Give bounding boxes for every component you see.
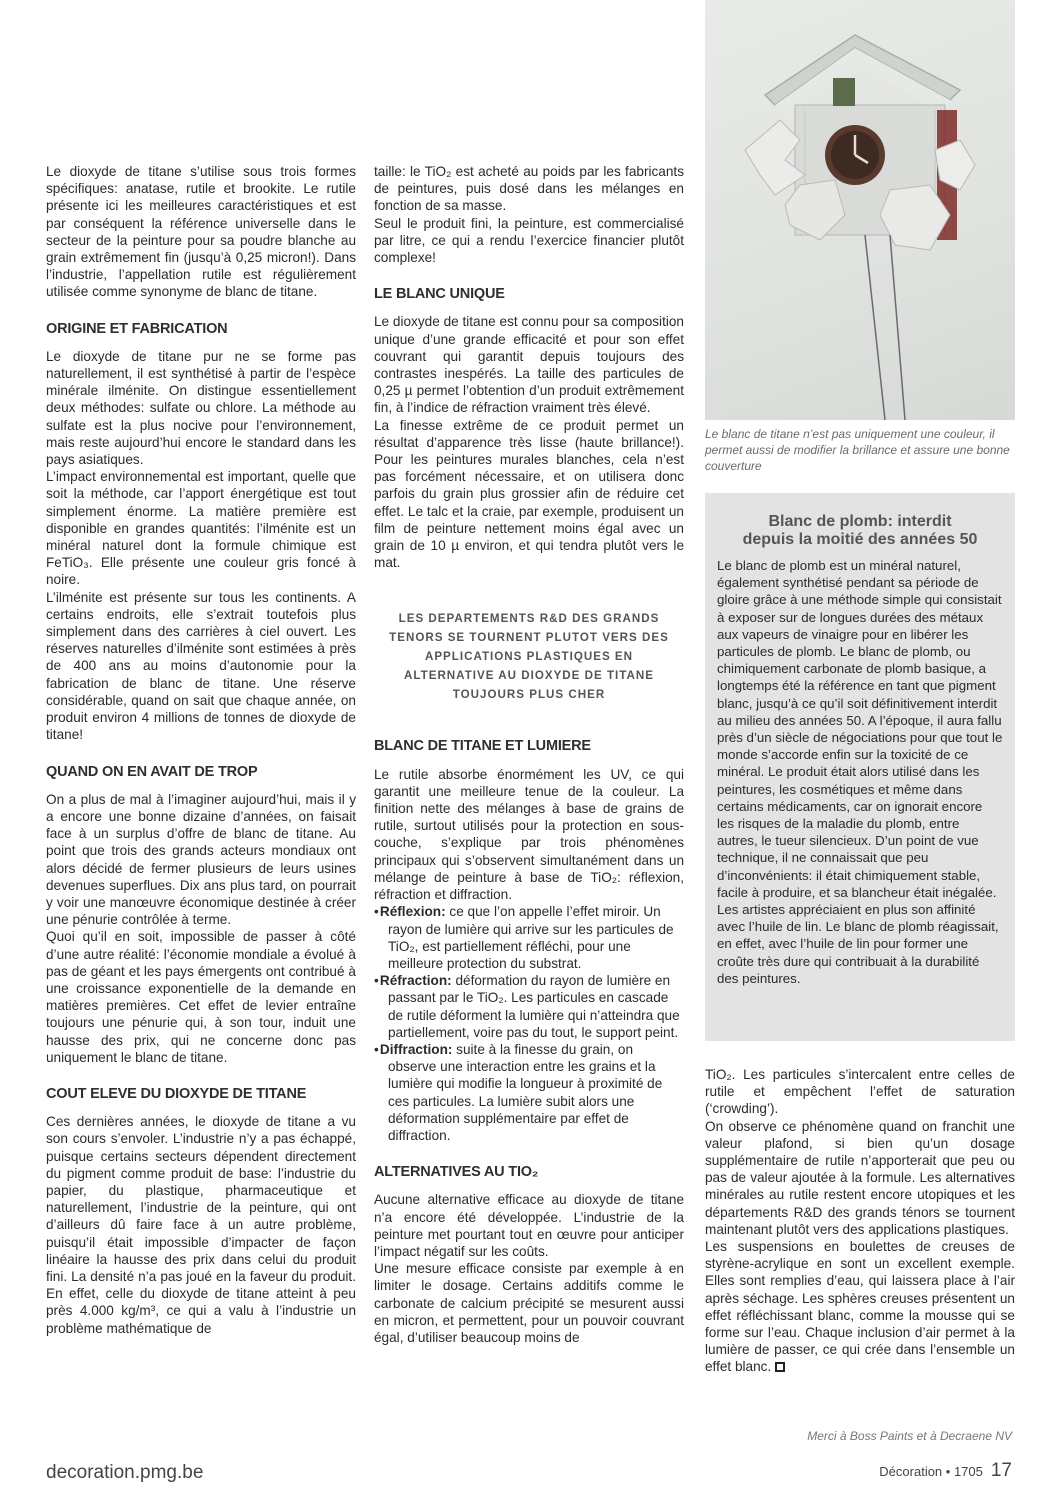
- paragraph: Ces dernières années, le dioxyde de titane a vu son cours s’envoler. L’industrie n’y a pas échappé, puisque certains secteurs dépendent directement du pigment comme produit de base: l’industrie du papier, du plastique, pharmaceutique et naturellement, l’industrie de la peinture, qui ont d’ailleurs dû faire face à un autre problème, puisqu’il était impossible d’impacter de façon linéaire la hausse des prix dans celui du produit fini. La densité n’a pas joué en la faveur du produit. En effet, celle du dioxyde de titane atteint à peu près 4.000 kg/m³, ce qui a valu à l’industrie un problème mathématique de: [46, 1114, 356, 1336]
- section-heading: BLANC DE TITANE ET LUMIERE: [374, 738, 591, 755]
- bullet-term: Diffraction:: [379, 1041, 453, 1057]
- bullet-term: Réfraction:: [379, 973, 452, 989]
- page-number: 17: [990, 1460, 1012, 1481]
- paragraph: L’ilménite est présente sur tous les continents. A certains endroits, elle s’extrait toutefois plus simplement dans des carrières à ciel ouvert. Les réserves naturelles d’ilménite sont estimées à près de 400 ans au moins d’autonomie pour la fabrication de blanc de titane. Une réserve considérable, quand on sait que chaque année, on produit environ 4 millions de tonnes de dioxyde de titane!: [46, 589, 356, 743]
- paragraph: La finesse extrême de ce produit permet un résultat d’apparence très lisse (haute brillance!). Pour les peintures murales blanches, cela n’est pas forcément nécessaire, et on utilisera donc parfois du grain plus grossier afin de réduire cet effet. Le talc et la craie, par exemple, produisent un film de peinture nettement moins égal avec un grain de 10 µ environ, et qui tendra plutôt vers le mat.: [374, 417, 684, 571]
- paragraph: taille: le TiO₂ est acheté au poids par les fabricants de peintures, puis dosé dans les mélanges en fonction de sa masse.: [374, 164, 684, 214]
- pull-quote: LES DEPARTEMENTS R&D DES GRANDS TENORS SE TOURNENT PLUTOT VERS DES APPLICATIONS PLASTIQUES EN ALTERNATIVE AU DIOXYDE DE TITANE TOUJOURS PLUS CHER: [389, 612, 669, 702]
- section-heading: ORIGINE ET FABRICATION: [46, 320, 228, 337]
- bullet-item: • Diffraction: suite à la finesse du grain, on observe une interaction entre les grains et la lumière qui modifie la longueur à proximité de ces particules. La lumière subit alors une déformation supplémentaire par effet de diffraction.: [374, 1041, 663, 1143]
- paragraph: Seul le produit fini, la peinture, est commercialisé par litre, ce qui a rendu l’exercice financier plutôt complexe!: [374, 215, 684, 266]
- section-heading: COUT ELEVE DU DIOXYDE DE TITANE: [46, 1085, 307, 1102]
- section-heading: ALTERNATIVES AU TIO₂: [374, 1164, 539, 1181]
- bullet-term: Réflexion:: [379, 904, 446, 920]
- footer-website: decoration.pmg.be: [46, 1462, 204, 1483]
- bullet-text: déformation du rayon de lumière en passant par le TiO₂. Les particules en cascade de rutile déforment la lumière qui n’atteindra que partiellement, voire pas du tout, le support peint.: [388, 973, 680, 1040]
- bullet-text: suite à la finesse du grain, on observe une interaction entre les grains et la lumière qui modifie la longueur à proximité de ces particules. La lumière subit alors une déformation supplémentaire par effet de diffraction.: [388, 1041, 663, 1143]
- paragraph: Le dioxyde de titane s’utilise sous trois formes spécifiques: anatase, rutile et brookite. Le rutile présente ici les meilleures caractéristiques et est par conséquent la référence universelle dans le secteur de la peinture pour sa poudre blanche au grain extrêmement fin (jusqu’à 0,25 micron!). Dans l’industrie, l’appellation rutile est régulièrement utilisée comme synonyme de blanc de titane.: [46, 164, 356, 300]
- sidebar-box: [705, 493, 1015, 1041]
- end-mark-icon: [775, 1362, 785, 1372]
- acknowledgement: Merci à Boss Paints et à Decraene NV: [807, 1429, 1012, 1443]
- bullet-item: • Réflexion: ce que l’on appelle l’effet miroir. Un rayon de lumière qui arrive sur les particules de TiO₂, est partiellement réfléchi, pour une meilleure protection du substrat.: [374, 904, 674, 971]
- box-title: Blanc de plomb: interdit depuis la moitié des années 50: [742, 513, 978, 548]
- cuckoo-clock-icon: [705, 0, 1015, 420]
- paragraph: L’impact environnemental est important, quelle que soit la méthode, car l’apport énergétique est tout simplement énorme. La matière première est disponible en grandes quantités: l’ilménite est un minéral naturel dont la formule chimique est FeTiO₃. Elle présente une couleur gris foncé à noire.: [46, 469, 356, 588]
- paragraph: Quoi qu’il en soit, impossible de passer à côté d’une autre réalité: l’économie mondiale a évolué à pas de géant et les pays émergents ont contribué à une croissance exponentielle de la demande en matières premières. Cet effet de levier entraîne toujours une pénurie qui, à son tour, induit une hausse des prix, qui ne concerne donc pas uniquement le blanc de titane.: [46, 929, 356, 1065]
- section-heading: QUAND ON EN AVAIT DE TROP: [46, 763, 258, 780]
- box-body: Le blanc de plomb est un minéral naturel, également synthétisé pendant sa période de gloire grâce à une méthode simple qui consistait à exposer sur de longues durées des métaux aux vapeurs de vinaigre pour en libérer les particules de plomb. Le blanc de plomb, ou chimiquement carbonate de plomb basique, a longtemps été la référence en tant que pigment blanc, jusqu’à ce qu’il soit définitivement interdit au milieu des années 50. A l’époque, il aura fallu près d’un siècle de négociations pour que tout le monde s’accorde enfin sur la toxicité de ce minéral. Le produit était alors utilisé dans les peintures, les cosmétiques et même dans certains médicaments, car on ignorait encore les risques de la maladie du plomb, entre autres, le tueur silencieux. D’un point de vue technique, il ne connaissait que peu d’inconvénients: il était chimiquement stable, facile à produire, et sa blancheur était inégalée. Les artistes appréciaient en plus son affinité avec l’huile de lin. Le blanc de plomb réagissait, en effet, avec l’huile de lin pour former une croûte très dure qui contribuait à la durabilité des peintures.: [717, 558, 1003, 986]
- paragraph: Le dioxyde de titane pur ne se forme pas naturellement, il est synthétisé à partir de l’espèce minérale ilménite. On distingue essentiellement deux méthodes: sulfate ou chlore. La méthode au sulfate est la plus nocive pour l’environnement, mais reste aujourd’hui encore le standard dans les pays asiatiques.: [46, 348, 356, 468]
- magazine-issue: Décoration • 1705: [879, 1464, 983, 1479]
- paragraph: TiO₂. Les particules s’intercalent entre celles de rutile et empêchent l’effet de saturation (‘crowding’).: [705, 1067, 1015, 1117]
- paragraph: On a plus de mal à l’imaginer aujourd’hui, mais il y a encore une bonne dizaine d’années, on faisait face à un surplus d’offre de blanc de titane. Au point que trois des grands acteurs mondiaux ont alors décidé de fermer plusieurs de leurs usines devenues superflues. Dix ans plus tard, on pourrait y voir une manœuvre économique destinée à créer une pénurie contrôlée à terme.: [46, 791, 356, 928]
- paragraph: Aucune alternative efficace au dioxyde de titane n’a encore été développée. L’industrie de la peinture met pourtant tout en œuvre pour anticiper l’impact négatif sur les coûts.: [374, 1192, 684, 1259]
- article-column-1: [46, 163, 356, 1337]
- cuckoo-clock-photo: [705, 0, 1015, 420]
- paragraph: Les suspensions en boulettes de creuses de styrène-acrylique en sont un excellent exemple. Elles sont remplies d’eau, qui laissera place à l’air après séchage. Les sphères creuses présentent un effet réfléchissant blanc, comme la mousse qui se forme sur l’eau. Chaque inclusion d’air permet à la lumière de passer, ce qui crée dans l’ensemble un effet blanc.: [705, 1239, 1015, 1375]
- article-column-3: [705, 1066, 1015, 1376]
- bullet-item: • Réfraction: déformation du rayon de lumière en passant par le TiO₂. Les particules en cascade de rutile déforment la lumière qui n’atteindra que partiellement, voire pas du tout, le support peint.: [374, 973, 680, 1040]
- paragraph: Le rutile absorbe énormément les UV, ce qui garantit une meilleure tenue de la couleur. La finition nette des mélanges à base de grains de rutile, surtout utilisés pour la protection en sous-couche, s’explique par trois phénomènes principaux qui s’observent simultanément dans un mélange de peinture à base de TiO₂: réflexion, réfraction et diffraction.: [374, 766, 684, 903]
- footer-issue: [879, 1460, 1012, 1482]
- paragraph: Le dioxyde de titane est connu pour sa composition unique d’une grande efficacité et pour son effet couvrant qui garantit depuis toujours des contrastes inespérés. La taille des particules de 0,25 µ permet l’obtention d’un produit extrêmement fin, à l’indice de réfraction vraiment très élevé.: [374, 314, 684, 416]
- photo-caption: Le blanc de titane n’est pas uniquement une couleur, il permet aussi de modifier la brillance et assure une bonne couverture: [705, 427, 1010, 473]
- paragraph: Une mesure efficace consiste par exemple à en limiter le dosage. Certains additifs comme le carbonate de calcium précipité se mesurent aussi en micron, et permettent, pour un pouvoir couvrant égal, d’utiliser beaucoup moins de: [374, 1261, 684, 1345]
- section-heading: LE BLANC UNIQUE: [374, 286, 505, 303]
- article-column-2: [374, 163, 684, 1346]
- paragraph: On observe ce phénomène quand on franchit une valeur plafond, si bien qu’un dosage supplémentaire de rutile n’apporterait que peu ou pas de valeur ajoutée à la formule. Les alternatives minérales au rutile restent encore utopiques et les départements R&D des grands ténors se tournent maintenant plutôt vers des applications plastiques.: [705, 1118, 1015, 1237]
- bullet-text: ce que l’on appelle l’effet miroir. Un rayon de lumière qui arrive sur les particules de TiO₂, est partiellement réfléchi, pour une meilleure protection du substrat.: [388, 904, 674, 971]
